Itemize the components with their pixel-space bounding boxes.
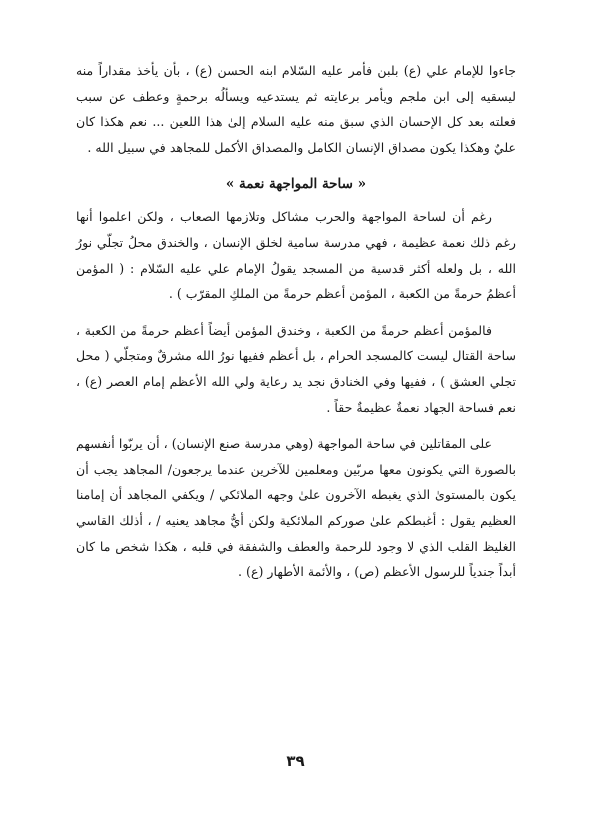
section-heading: « ساحة المواجهة نعمة » [225,176,367,193]
paragraph-spacer [76,420,516,431]
page-number: ٣٩ [286,752,305,770]
body-paragraph: فالمؤمن أعظم حرمةً من الكعبة ، وخندق المؤمن أيضاً أعظم حرمةً من الكعبة ، ساحة القتال ليست كالمسجد الحرام ، بل أعظم ففيها نورُ الله مشرقٌ ومتجلّي ( محل تجلي العشق ) ، ففيها وفي الخنادق نجد يد رعاية ولي الله الأعظم إمام العصر (ع) ، نعم فساحة الجهاد نعمةٌ عظيمةٌ حقاً . [76,322,516,415]
body-paragraph: رغم أن لساحة المواجهة والحرب مشاكل وتلازمها الصعاب ، ولكن اعلموا أنها رغم ذلك نعمة عظيمة ، فهي مدرسة سامية لخلق الإنسان ، والخندق محلُ تجلّي نورُ الله ، بل ولعله أكثر قدسية من المسجد يقولُ الإمام علي عليه السّلام : ( المؤمن أعظمُ حرمةً من الكعبة ، المؤمن أعظم حرمةً من الملكِ المقرّب ) . [76,209,516,302]
body-paragraph: على المقاتلين في ساحة المواجهة (وهي مدرسة صنع الإنسان) ، أن يربّوا أنفسهم بالصورة التي يكونون معها مربّين ومعلمين للآخرين عندما يرجعون/ المجاهد يجب أن يكون بالمستوىٰ الذي يغبطه الآخرون علىٰ وجهه الملائكي / ويكفي المجاهد أن إمامنا العظيم يقول : أغبطكم علىٰ صوركم الملائكية ولكن أيُّ مجاهد يعنيه / ، أذلك القاسي الغليظ القلب الذي لا وجود للرحمة والعطف والشفقة في قلبه ، هكذا شخص ما كان أبداً جندياً للرسول الأعظم (ص) ، والأئمة الأطهار (ع) . [76,436,516,580]
opening-paragraph: جاءوا للإمام علي (ع) بلبن فأمر عليه السّلام ابنه الحسن (ع) ، بأن يأخذ مقداراً منه ليسقيه إلى ابن ملجم ويأمر برعايته ثم يستدعيه ويسألُه برحمةٍ وعطف عن سبب فعلته بعد كل الإحسان الذي سبق منه عليه السلام إلىٰ هذا اللعين ... نعم هكذا كان عليٌ وهكذا يكون مصداق الإنسان الكامل والمصداق الأكمل للمجاهد في سبيل الله . [76,63,516,155]
paragraph-spacer [76,307,516,318]
document-page [76,58,516,585]
